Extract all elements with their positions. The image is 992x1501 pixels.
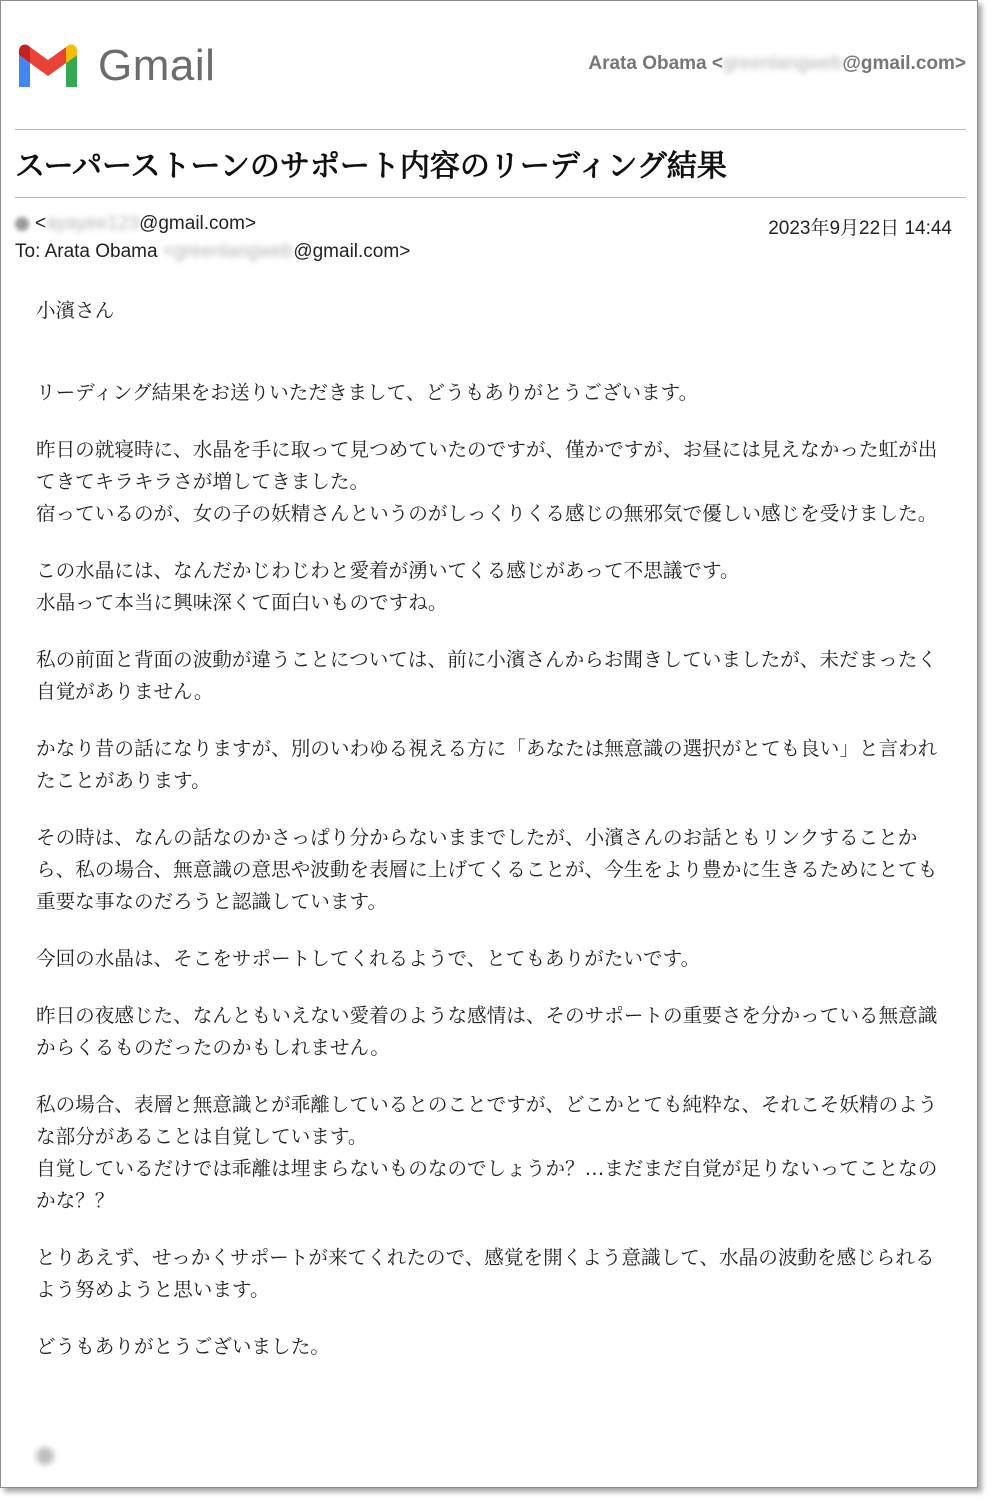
- recipient-label: To: Arata Obama: [15, 241, 158, 262]
- recipient-line: [15, 241, 410, 263]
- body-paragraph-line: リーディング結果をお送りいただきまして、どうもありがとうございます。: [36, 381, 699, 404]
- body-paragraph-line: 昨日の就寝時に、水晶を手に取って見つめていたのですが、僅かですが、お昼には見えなかった虹が出てきてキラキラさが増してきました。: [36, 438, 938, 493]
- paragraph-gap: [36, 797, 941, 822]
- paragraph-gap: [36, 530, 941, 555]
- account-email-prefix: <: [711, 53, 724, 74]
- paragraph-gap: [36, 1217, 941, 1242]
- account-name: Arata Obama: [588, 53, 707, 74]
- sender-email-prefix: <: [35, 213, 47, 234]
- body-paragraph-line: 今回の水晶は、そこをサポートしてくれるようで、とてもありがたいです。: [36, 947, 701, 970]
- account-info: [588, 53, 966, 75]
- greeting: 小濱さん: [36, 299, 115, 322]
- account-email-redacted: greenlangweb: [723, 53, 843, 74]
- subject-divider: [15, 197, 966, 198]
- spacer: [36, 327, 941, 377]
- gmail-wordmark: Gmail: [98, 41, 216, 90]
- body-paragraph-line: その時は、なんの話なのかさっぱり分からないままでしたが、小濱さんのお話ともリンクすることから、私の場合、無意識の意思や波動を表層に上げてくることが、今生をより豊かに生きるためにとても重要な事なのだろうと認識しています。: [36, 826, 938, 913]
- paragraph-gap: [36, 1064, 941, 1089]
- signature-redacted: [36, 1447, 54, 1465]
- header-divider: [15, 129, 966, 130]
- recipient-email-domain: @gmail.com>: [293, 241, 411, 262]
- body-paragraph-line: 水晶って本当に興味深くて面白いものですね。: [36, 591, 448, 614]
- email-subject: スーパーストーンのサポート内容のリーディング結果: [15, 150, 727, 183]
- recipient-email-redacted: <greenlangweb: [162, 241, 294, 262]
- sender-line: [15, 213, 256, 235]
- body-paragraph-line: 昨日の夜感じた、なんともいえない愛着のような感情は、そのサポートの重要さを分かっている無意識からくるものだったのかもしれません。: [36, 1004, 938, 1059]
- sender-email-domain: @gmail.com>: [139, 213, 257, 234]
- paragraph-gap: [36, 975, 941, 1000]
- gmail-logo-icon: [15, 41, 81, 91]
- paragraph-gap: [36, 1306, 941, 1331]
- email-body: [36, 295, 941, 1363]
- paragraph-gap: [36, 918, 941, 943]
- body-paragraph-line: この水晶には、なんだかじわじわと愛着が湧いてくる感じがあって不思議です。: [36, 559, 740, 582]
- body-paragraph-line: どうもありがとうございました。: [36, 1335, 330, 1358]
- body-paragraph-line: とりあえず、せっかくサポートが来てくれたので、感覚を開くよう意識して、水晶の波動を感じられるよう努めようと思います。: [36, 1246, 935, 1301]
- sender-email-redacted: ayayee123: [46, 213, 140, 234]
- email-date: 2023年9月22日 14:44: [768, 218, 952, 239]
- body-paragraph-line: 私の場合、表層と無意識とが乖離しているとのことですが、どこかとても純粋な、それこそ妖精のような部分があることは自覚しています。: [36, 1093, 938, 1148]
- body-paragraph-line: 自覚しているだけでは乖離は埋まらないものなのでしょうか？…まだまだ自覚が足りないってことなのかな？？: [36, 1157, 938, 1212]
- paragraph-gap: [36, 708, 941, 733]
- gmail-header: [15, 37, 966, 93]
- body-paragraph-line: 宿っているのが、女の子の妖精さんというのがしっくりくる感じの無邪気で優しい感じを受けました。: [36, 502, 938, 525]
- body-paragraph-line: かなり昔の話になりますが、別のいわゆる視える方に「あなたは無意識の選択がとても良い」と言われたことがあります。: [36, 737, 938, 792]
- body-paragraph-line: 私の前面と背面の波動が違うことについては、前に小濱さんからお聞きしていましたが、未だまったく自覚がありません。: [36, 648, 937, 703]
- paragraph-gap: [36, 409, 941, 434]
- sender-name-redacted: [15, 217, 29, 231]
- account-email-domain: @gmail.com>: [842, 53, 966, 74]
- paragraph-gap: [36, 619, 941, 644]
